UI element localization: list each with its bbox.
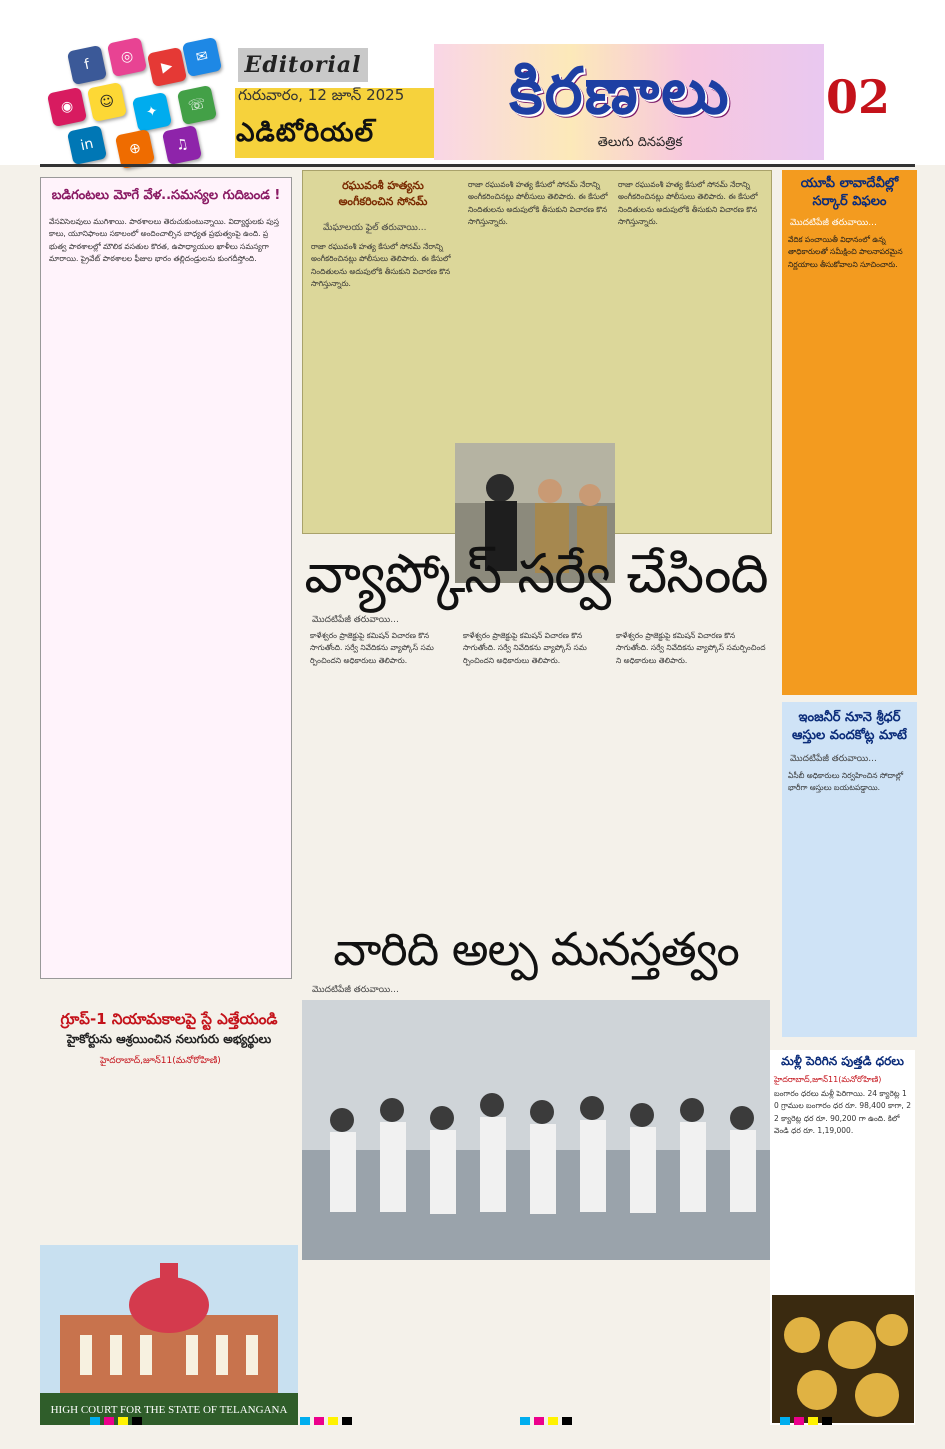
youtube-icon: ▶	[147, 47, 187, 87]
gold-jewellery-photo	[772, 1295, 914, 1423]
center-headline: వ్యాప్కోస్ సర్వే చేసింది	[304, 542, 768, 605]
article-headline: యూపీ లావాదేవీల్లో సర్కార్ విఫలం	[800, 176, 899, 209]
center-top-article	[302, 170, 772, 534]
center-article-body-continued: కాళేశ్వరం ప్రాజెక్టుపై కమిషన్ విచారణ కొనసాగుతోంది. సర్వే నివేదికను వ్యాప్కోస్ సమర్పించిందని అధికారులు తెలిపారు.	[616, 631, 766, 665]
center-article-byline: మొదటిపేజీ తరువాయి...	[312, 615, 399, 625]
article-body-continued: రాజా రఘువంశీ హత్య కేసులో సోనమ్ నేరాన్ని అంగీకరించినట్లు పోలీసులు తెలిపారు. ఈ కేసులో నిందితులను అదుపులోకి తీసుకుని విచారణ కొనసాగిస్తున్నారు.	[468, 180, 608, 227]
newspaper-subtitle: తెలుగు దినపత్రిక	[597, 135, 683, 150]
crowd-photo	[302, 1000, 770, 1260]
court-sign-text: HIGH COURT FOR THE STATE OF TELANGANA	[50, 1404, 288, 1416]
section-logo: Editorial	[238, 48, 368, 82]
second-headline: వారిది అల్ప మనస్తత్వం	[333, 922, 739, 976]
article-body-continued: రాజా రఘువంశీ హత్య కేసులో సోనమ్ నేరాన్ని అంగీకరించినట్లు పోలీసులు తెలిపారు. ఈ కేసులో నిందితులను అదుపులోకి తీసుకుని విచారణ కొనసాగిస్తున్నారు.	[618, 180, 758, 227]
center-article-body-continued: కాళేశ్వరం ప్రాజెక్టుపై కమిషన్ విచారణ కొనసాగుతోంది. సర్వే నివేదికను వ్యాప్కోస్ సమర్పించిందని అధికారులు తెలిపారు.	[463, 631, 587, 665]
second-article-byline: మొదటిపేజీ తరువాయి...	[312, 985, 399, 995]
article-byline: మేఘాలయ ఫైల్ తరువాయి...	[323, 223, 427, 233]
article-headline: బడిగంటలు మోగే వేళ..సమస్యల గుదిబండ !	[51, 188, 281, 203]
article-headline: ఇంజనీర్ నూనె శ్రీధర్ ఆస్తుల వందకోట్ల మాటే	[792, 710, 907, 743]
article-headline: రఘువంశీ హత్యను అంగీకరించిన సోనమ్	[338, 179, 428, 208]
social-icon: ◎	[107, 37, 147, 77]
facebook-icon: f	[67, 45, 107, 85]
twitter-icon: ✦	[132, 92, 172, 132]
right-top-article	[782, 170, 917, 695]
page-number: 02	[826, 70, 891, 124]
article-body: ఏసీబీ అధికారులు నిర్వహించిన సోదాల్లో భారీగా ఆస్తులు బయటపడ్డాయి.	[788, 771, 904, 793]
social-media-cubes-graphic	[40, 40, 235, 165]
rss-icon: ⊕	[115, 129, 155, 169]
print-registration-strip	[0, 1415, 945, 1449]
high-court-photo	[40, 1245, 298, 1425]
center-article-body: కాళేశ్వరం ప్రాజెక్టుపై కమిషన్ విచారణ కొనసాగుతోంది. సర్వే నివేదికను వ్యాప్కోస్ సమర్పించిందని అధికారులు తెలిపారు.	[310, 631, 434, 665]
group1-byline: హైదరాబాద్,జూన్11(మనోరోహిణి)	[100, 1056, 221, 1066]
gold-byline: హైదరాబాద్,జూన్11(మనోరోహిణి)	[774, 1075, 882, 1084]
snapchat-icon: ☺	[87, 82, 127, 122]
article-byline: మొదటిపేజీ తరువాయి...	[790, 754, 877, 764]
linkedin-icon: in	[67, 125, 107, 165]
article-body: వేసవిసెలవులు ముగిశాయి. పాఠశాలలు తెరుచుకుంటున్నాయి. విద్యార్థులకు పుస్తకాలు, యూనిఫాంలు సకాలంలో అందించాల్సిన బాధ్యత ప్రభుత్వంపై ఉంది. ప్రభుత్వ పాఠశాలల్లో మౌలిక వసతుల కొరత, ఉపాధ్యాయుల ఖాళీలు సమస్యగా మారాయి. ప్రైవేట్ పాఠశాలల ఫీజుల భారం తల్లిదండ్రులను కుంగదీస్తోంది.	[49, 217, 280, 264]
social-icon: ✉	[182, 37, 222, 77]
social-icon: ♫	[162, 125, 202, 165]
article-body: వేదిక పంచాయితీ విధానంలో ఉన్నతాధికారులతో సమీక్షించి పాలనాపరమైన నిర్ణయాలు తీసుకోవాలని సూచించారు.	[788, 235, 903, 269]
gold-body: బంగారం ధరలు మళ్లీ పెరిగాయి. 24 క్యారెట్ల 10 గ్రాముల బంగారం ధర రూ. 98,400 కాగా, 22 క్యారెట్ల ధర రూ. 90,200 గా ఉంది. కిలో వెండి ధర రూ. 1,19,000.	[774, 1089, 911, 1136]
masthead	[0, 0, 945, 165]
left-article	[40, 177, 292, 979]
issue-date: గురువారం, 12 జూన్ 2025	[238, 86, 405, 104]
right-middle-article	[782, 702, 917, 1037]
masthead-divider	[40, 164, 915, 167]
section-label: ఎడిటోరియల్	[236, 118, 375, 148]
article-body: రాజా రఘువంశీ హత్య కేసులో సోనమ్ నేరాన్ని అంగీకరించినట్లు పోలీసులు తెలిపారు. ఈ కేసులో నిందితులను అదుపులోకి తీసుకుని విచారణ కొనసాగిస్తున్నారు.	[311, 242, 451, 289]
group1-headline: గ్రూప్-1 నియామకాలపై స్టే ఎత్తేయండి	[60, 1010, 278, 1028]
group1-subhead: హైకోర్టును ఆశ్రయించిన నలుగురు అభ్యర్థులు	[66, 1032, 272, 1046]
newspaper-title: కిరణాలు	[509, 55, 731, 129]
instagram-icon: ◉	[47, 87, 87, 127]
gold-headline: మళ్లీ పెరిగిన పుత్తడి ధరలు	[781, 1054, 904, 1068]
article-byline: మొదటిపేజీ తరువాయి...	[790, 218, 877, 228]
whatsapp-icon: ☏	[177, 85, 217, 125]
